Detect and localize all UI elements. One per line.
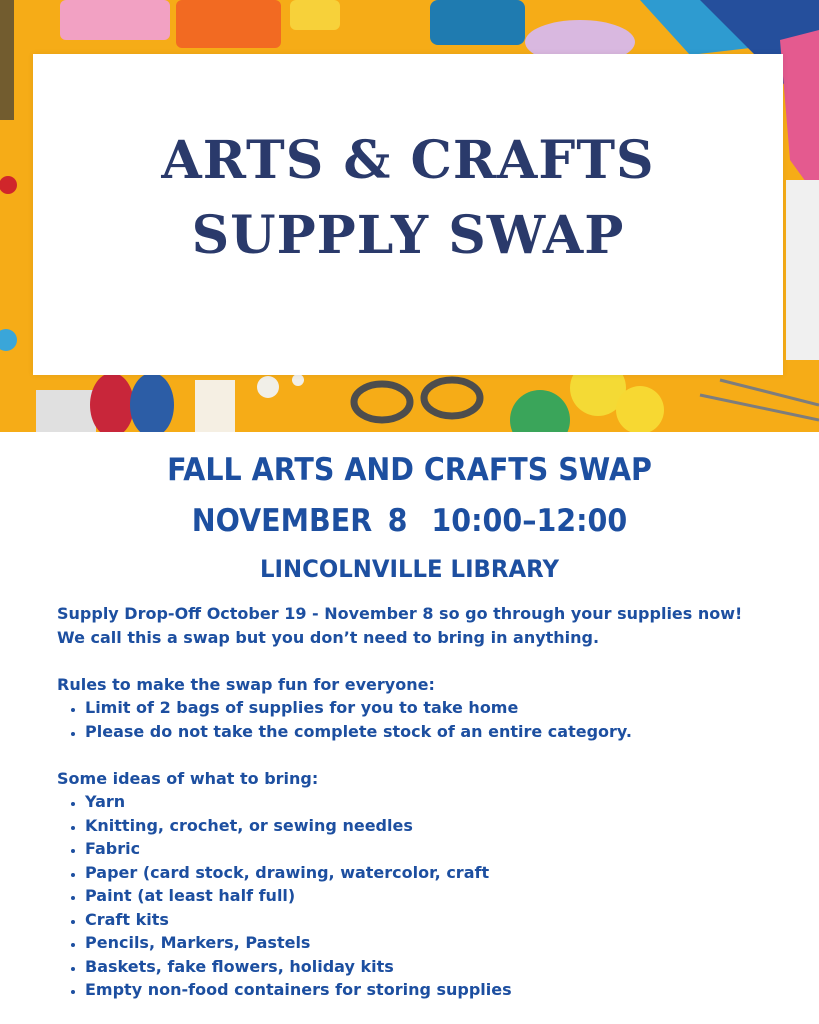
orange-beads-bag: [176, 0, 281, 48]
knitting-needle: [700, 395, 819, 420]
ideas-list: [57, 790, 807, 1002]
string-bundle: [195, 380, 235, 432]
event-heading: FALL ARTS AND CRAFTS SWAP: [167, 452, 652, 488]
rules-list: [57, 696, 807, 743]
idea-item: • Baskets, fake flowers, holiday kits: [85, 955, 807, 979]
scissors-left-handle: [354, 384, 410, 420]
idea-item: • Craft kits: [85, 908, 807, 932]
needle-pack: [786, 180, 819, 360]
ideas-heading: Some ideas of what to bring:: [57, 768, 319, 788]
rule-item: • Limit of 2 bags of supplies for you to take home: [85, 696, 807, 720]
event-date: NOVEMBER 8: [191, 503, 408, 539]
poster-title-line-2: SUPPLY SWAP: [191, 205, 625, 266]
idea-item: • Pencils, Markers, Pastels: [85, 931, 807, 955]
idea-item: • Fabric: [85, 837, 807, 861]
green-button: [510, 390, 570, 432]
idea-item: • Yarn: [85, 790, 807, 814]
event-location: LINCOLNVILLE LIBRARY: [260, 555, 559, 583]
rules-heading: Rules to make the swap fun for everyone:: [57, 674, 435, 694]
blue-ribbon-spool: [130, 373, 174, 432]
red-gem: [0, 176, 17, 194]
blue-beads: [0, 329, 17, 351]
scissors-right-handle: [424, 380, 480, 416]
safety-pin: [0, 0, 14, 120]
rule-item: • Please do not take the complete stock of an entire category.: [85, 720, 807, 744]
blue-beads-bag: [430, 0, 525, 45]
event-time: 10:00–12:00: [431, 503, 628, 539]
idea-item: • Knitting, crochet, or sewing needles: [85, 814, 807, 838]
pink-beads-bag: [60, 0, 170, 40]
idea-item: • Paper (card stock, drawing, watercolor, craft: [85, 861, 807, 885]
red-ribbon-spool: [90, 373, 134, 432]
event-date-time: [33, 503, 786, 539]
poster-body: [57, 602, 807, 1002]
poster-title-line-1: ARTS & CRAFTS: [161, 130, 655, 191]
idea-item: • Paint (at least half full): [85, 884, 807, 908]
white-button: [257, 376, 279, 398]
intro-line-2: We call this a swap but you don’t need to bring in anything.: [57, 627, 600, 647]
yellow-beads-bag: [290, 0, 340, 30]
intro-line-1: Supply Drop-Off October 19 - November 8 so go through your supplies now!: [57, 604, 743, 623]
ribbon-white: [36, 390, 96, 432]
pink-felt-sheet: [780, 30, 819, 200]
yellow-button: [616, 386, 664, 432]
small-white-button: [292, 374, 304, 386]
idea-item: • Empty non-food containers for storing supplies: [85, 978, 807, 1002]
